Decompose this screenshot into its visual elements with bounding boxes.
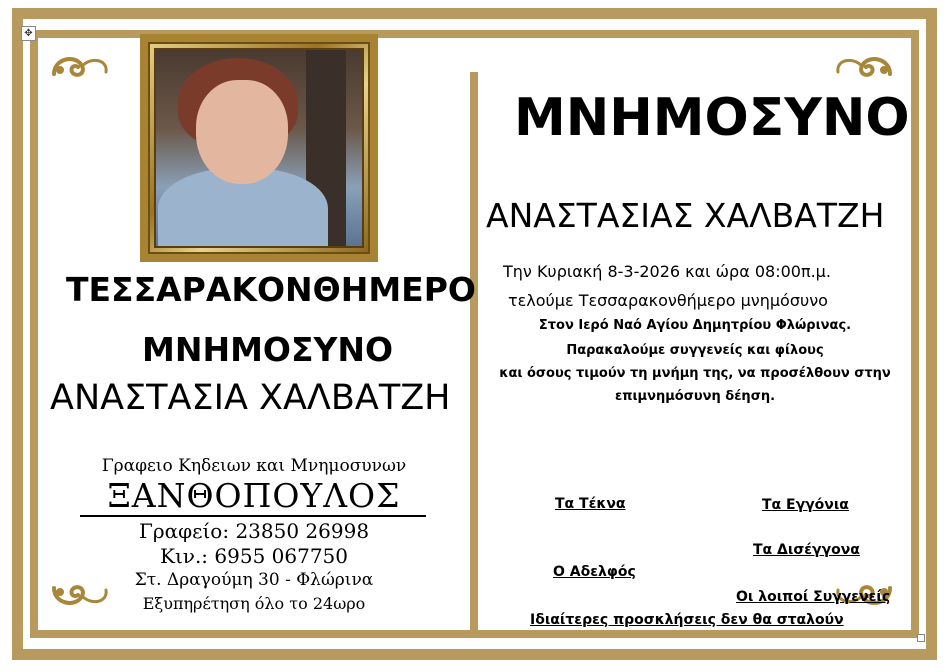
relatives-brother: Ο Αδελφός bbox=[553, 564, 636, 580]
no-special-invitations: Ιδιαίτερες προσκλήσεις δεν θα σταλούν bbox=[530, 612, 844, 628]
portrait-photo bbox=[156, 50, 362, 246]
announcement-invite-relatives: Παρακαλούμε συγγενείς και φίλους bbox=[566, 343, 824, 358]
left-heading-mnimosyno: ΜΝΗΜΟΣΥΝΟ bbox=[142, 330, 394, 369]
announcement-invite-all: και όσους τιμούν τη μνήμη της, να προσέλθουν στην bbox=[499, 366, 891, 381]
relatives-children: Τα Τέκνα bbox=[555, 496, 626, 512]
funeral-home-underline bbox=[80, 515, 426, 517]
relatives-grandchildren: Τα Εγγόνια bbox=[762, 497, 849, 513]
relatives-others: Οι λοιποί Συγγενείς bbox=[736, 589, 891, 605]
funeral-home-name: ΞΑΝΘΟΠΟΥΛΟΣ bbox=[107, 476, 401, 515]
scroll-ornament-icon bbox=[832, 48, 896, 84]
column-divider bbox=[470, 72, 478, 638]
announcement-church: Στον Ιερό Ναό Αγίου Δημητρίου Φλώρινας. bbox=[538, 318, 852, 333]
funeral-home-mobile: Κιν.: 6955 067750 bbox=[160, 544, 348, 568]
left-deceased-name: ΑΝΑΣΤΑΣΙΑ ΧΑΛΒΑΤΖΗ bbox=[50, 378, 451, 418]
announcement-service: τελούμε Τεσσαρακονθήμερο μνημόσυνο bbox=[508, 291, 828, 310]
funeral-home-subtitle: Γραφειο Κηδειων και Μνημοσυνων bbox=[101, 456, 407, 476]
announcement-prayer: επιμνημόσυνη δέηση. bbox=[614, 389, 776, 404]
resize-handle[interactable] bbox=[917, 634, 925, 642]
portrait-frame bbox=[140, 34, 378, 262]
announcement-date-time: Την Κυριακή 8-3-2026 και ώρα 08:00π.μ. bbox=[503, 262, 831, 281]
left-heading-tessarakonthimero: ΤΕΣΣΑΡΑΚΟΝΘΗΜΕΡΟ bbox=[66, 270, 476, 309]
funeral-home-address: Στ. Δραγούμη 30 - Φλώρινα bbox=[134, 570, 374, 590]
relatives-great-grandchildren: Τα Δισέγγονα bbox=[753, 542, 860, 558]
move-handle-icon[interactable]: ✥ bbox=[21, 26, 36, 41]
funeral-home-service: Εξυπηρέτηση όλο το 24ωρο bbox=[142, 594, 366, 613]
scroll-ornament-icon bbox=[48, 48, 112, 84]
right-deceased-name: ΑΝΑΣΤΑΣΙΑΣ ΧΑΛΒΑΤΖΗ bbox=[486, 196, 885, 235]
funeral-home-office-phone: Γραφείο: 23850 26998 bbox=[138, 519, 370, 543]
right-title-mnimosyno: ΜΝΗΜΟΣΥΝΟ bbox=[514, 88, 910, 148]
